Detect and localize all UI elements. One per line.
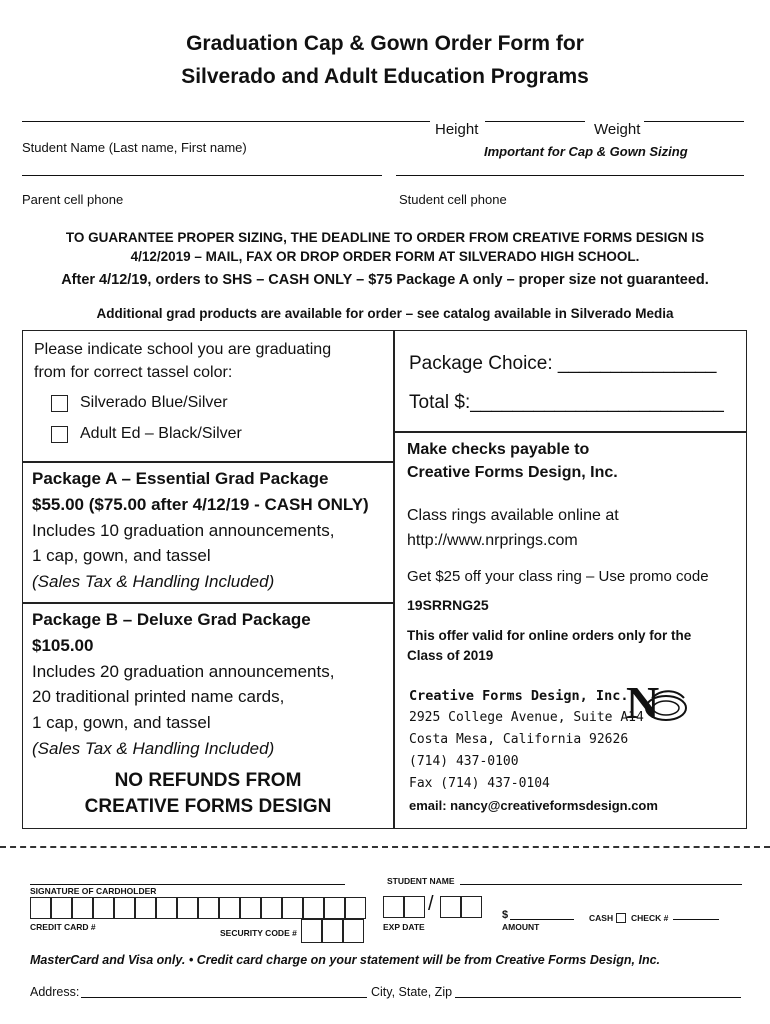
credit-card-number-field[interactable] (30, 897, 365, 919)
parent-phone-label: Parent cell phone (22, 192, 124, 207)
package-b-desc2: 20 traditional printed name cards, (32, 687, 285, 706)
offer-line1: This offer valid for online orders only for the (407, 628, 692, 643)
student-name-pay-label: STUDENT NAME (387, 876, 455, 886)
city-state-zip-field[interactable] (455, 997, 741, 998)
signature-field[interactable] (30, 884, 345, 885)
additional-products-note: Additional grad products are available for order – see catalog available in Silverado Media (96, 306, 674, 321)
silverado-option-label: Silverado Blue/Silver (80, 394, 228, 411)
rings-url-link[interactable]: http://www.nrprings.com (407, 532, 578, 549)
amount-field[interactable] (510, 919, 574, 920)
total-field[interactable]: Total $:________________________ (409, 392, 724, 413)
after-deadline-note: After 4/12/19, orders to SHS – CASH ONLY – $75 Package A only – proper size not guaranteed. (61, 272, 709, 288)
info-box (393, 431, 747, 829)
height-label: Height (435, 121, 479, 138)
package-a-box (22, 461, 395, 604)
exp-month-field[interactable] (383, 896, 425, 918)
cash-label: CASH (589, 913, 614, 923)
student-name-label: Student Name (Last name, First name) (22, 140, 247, 155)
school-prompt-line1: Please indicate school you are graduating (34, 341, 332, 358)
adult-ed-option-label: Adult Ed – Black/Silver (80, 425, 242, 442)
exp-date-label: EXP DATE (383, 922, 425, 932)
package-b-desc1: Includes 20 graduation announcements, (32, 662, 335, 681)
address-label: Address: (30, 985, 80, 999)
company-address2: Costa Mesa, California 92626 (409, 732, 629, 747)
no-refunds-line1: NO REFUNDS FROM (114, 770, 302, 791)
package-a-note: (Sales Tax & Handling Included) (32, 572, 275, 591)
cash-checkbox[interactable] (616, 913, 626, 923)
height-field[interactable] (485, 121, 585, 122)
package-a-title: Package A – Essential Grad Package (32, 469, 329, 488)
package-b-box (22, 602, 395, 829)
credit-card-label: CREDIT CARD # (30, 922, 96, 932)
city-state-zip-label: City, State, Zip (371, 985, 453, 999)
card-note: MasterCard and Visa only. • Credit card charge on your statement will be from Creative Forms Design, Inc. (30, 953, 661, 967)
offer-line2: Class of 2019 (407, 648, 494, 663)
form-title-line2: Silverado and Adult Education Programs (181, 65, 589, 88)
parent-phone-field[interactable] (22, 175, 382, 176)
no-refunds-line2: CREATIVE FORMS DESIGN (84, 796, 332, 817)
nr-logo-icon (622, 678, 692, 728)
adult-ed-checkbox[interactable] (51, 426, 68, 443)
sizing-note: Important for Cap & Gown Sizing (484, 144, 688, 159)
dollar-sign: $ (502, 909, 509, 921)
exp-year-field[interactable] (440, 896, 482, 918)
weight-field[interactable] (644, 121, 744, 122)
school-prompt-line2: from for correct tassel color: (34, 364, 233, 381)
check-number-field[interactable] (673, 919, 719, 920)
package-b-desc3: 1 cap, gown, and tassel (32, 713, 211, 732)
company-email-link[interactable]: email: nancy@creativeformsdesign.com (409, 798, 658, 813)
company-fax: Fax (714) 437-0104 (409, 776, 550, 791)
security-code-field[interactable] (301, 919, 364, 943)
form-title-line1: Graduation Cap & Gown Order Form for (186, 32, 584, 55)
amount-label: AMOUNT (502, 922, 540, 932)
deadline-line2: 4/12/2019 – MAIL, FAX OR DROP ORDER FORM AT SILVERADO HIGH SCHOOL. (130, 249, 640, 264)
package-b-note: (Sales Tax & Handling Included) (32, 739, 275, 758)
weight-label: Weight (594, 121, 641, 138)
package-a-desc1: Includes 10 graduation announcements, (32, 521, 335, 540)
company-phone: (714) 437-0100 (409, 754, 519, 769)
security-code-label: SECURITY CODE # (220, 928, 297, 938)
school-select-box (22, 330, 395, 463)
order-box (393, 330, 747, 433)
deadline-line1: TO GUARANTEE PROPER SIZING, THE DEADLINE TO ORDER FROM CREATIVE FORMS DESIGN IS (65, 230, 705, 245)
student-phone-label: Student cell phone (399, 192, 507, 207)
company-address1: 2925 College Avenue, Suite A14 (409, 710, 644, 725)
student-phone-field[interactable] (396, 175, 744, 176)
student-name-field[interactable] (22, 121, 430, 122)
address-field[interactable] (81, 997, 367, 998)
checks-line2: Creative Forms Design, Inc. (407, 464, 618, 481)
package-a-desc2: 1 cap, gown, and tassel (32, 546, 211, 565)
package-b-title: Package B – Deluxe Grad Package (32, 610, 311, 629)
package-choice-field[interactable]: Package Choice: _______________ (409, 353, 717, 374)
silverado-checkbox[interactable] (51, 395, 68, 412)
package-b-price: $105.00 (32, 636, 94, 655)
checks-line1: Make checks payable to (407, 441, 590, 458)
rings-line1: Class rings available online at (407, 507, 619, 524)
student-name-pay-field[interactable] (460, 884, 742, 885)
company-name: Creative Forms Design, Inc. (409, 688, 629, 704)
exp-slash: / (428, 893, 434, 915)
cut-line (0, 846, 770, 848)
package-a-price: $55.00 ($75.00 after 4/12/19 - CASH ONLY) (32, 495, 369, 514)
promo-code: 19SRRNG25 (407, 597, 489, 613)
svg-text:N: N (626, 678, 660, 728)
promo-line: Get $25 off your class ring – Use promo code (407, 568, 709, 585)
signature-label: SIGNATURE OF CARDHOLDER (30, 886, 157, 896)
check-label: CHECK # (631, 913, 669, 923)
